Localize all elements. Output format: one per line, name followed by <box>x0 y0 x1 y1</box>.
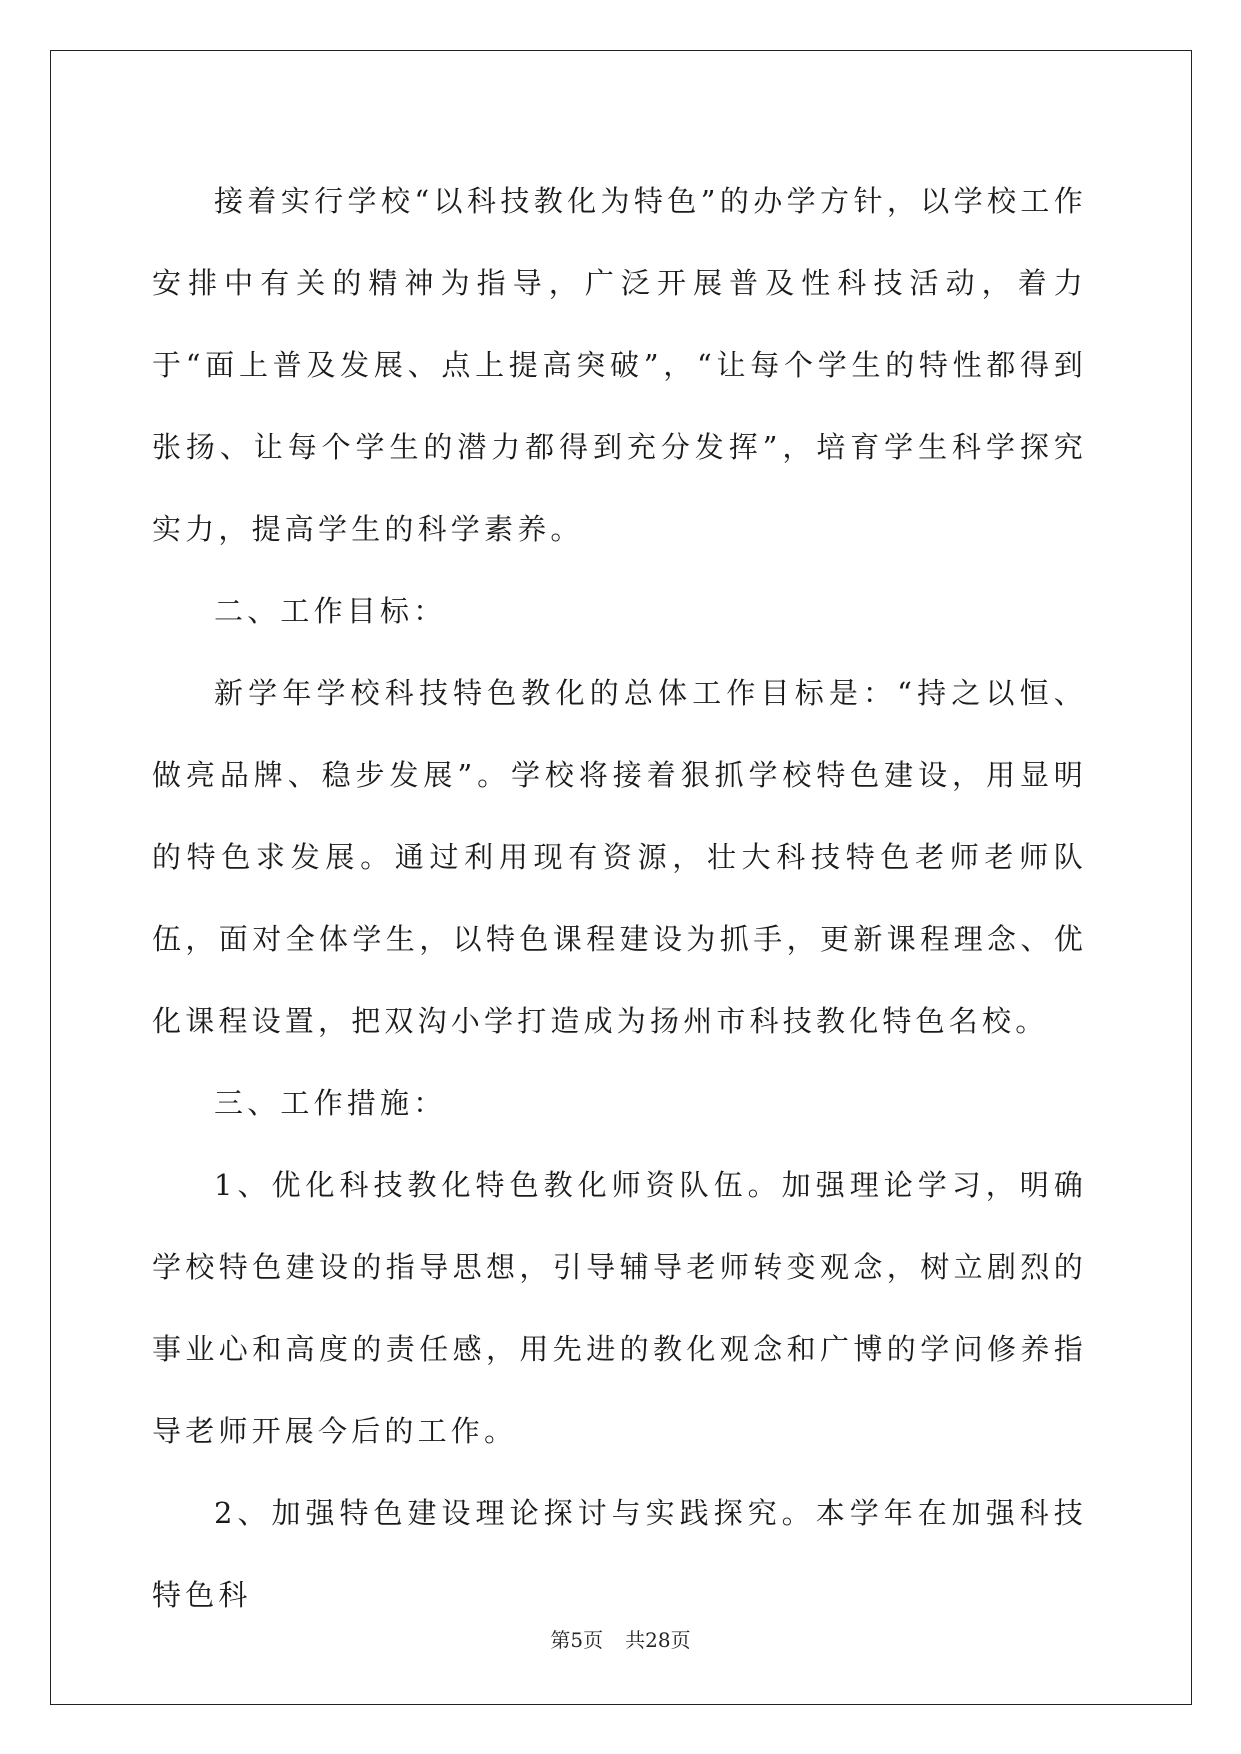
page-footer <box>0 1624 1241 1653</box>
page-total: 共28页 <box>625 1628 691 1652</box>
paragraph-measure-2: 2、加强特色建设理论探讨与实践探究。本学年在加强科技特色科 <box>152 1496 1087 1612</box>
heading-work-goals: 二、工作目标： <box>214 594 447 628</box>
paragraph-goals: 新学年学校科技特色教化的总体工作目标是：“持之以恒、做亮品牌、稳步发展”。学校将接着狠抓学校特色建设，用显明的特色求发展。通过利用现有资源，壮大科技特色老师老师队伍，面对全体学生，以特色课程建设为抓手，更新课程理念、优化课程设置，把双沟小学打造成为扬州市科技教化特色名校。 <box>152 676 1087 1038</box>
paragraph-measure-1: 1、优化科技教化特色教化师资队伍。加强理论学习，明确学校特色建设的指导思想，引导辅导老师转变观念，树立剧烈的事业心和高度的责任感，用先进的教化观念和广博的学问修养指导老师开展今后的工作。 <box>152 1168 1087 1448</box>
heading-work-measures: 三、工作措施： <box>214 1086 447 1120</box>
page-number: 第5页 <box>550 1628 604 1652</box>
document-body <box>152 160 1087 1636</box>
paragraph-intro: 接着实行学校“以科技教化为特色”的办学方针，以学校工作安排中有关的精神为指导，广泛开展普及性科技活动，着力于“面上普及发展、点上提高突破”，“让每个学生的特性都得到张扬、让每个学生的潜力都得到充分发挥”，培育学生科学探究实力，提高学生的科学素养。 <box>152 184 1087 546</box>
